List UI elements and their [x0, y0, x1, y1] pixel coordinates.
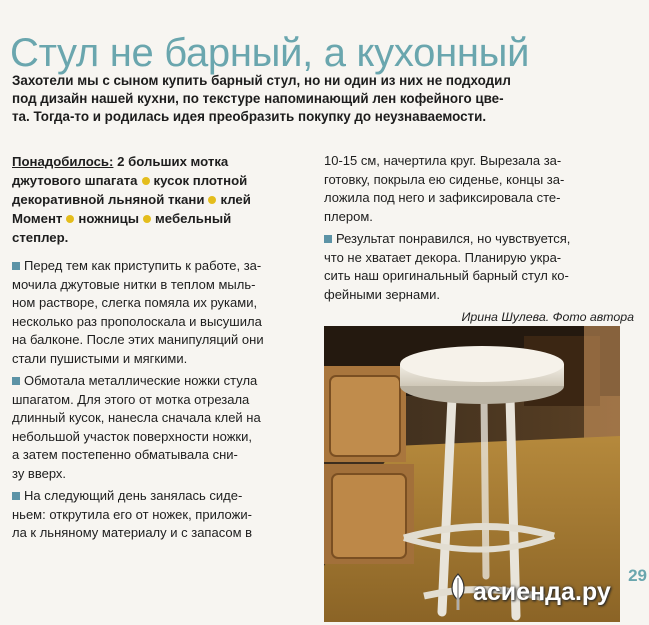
lead-line: Захотели мы с сыном купить барный стул, но ни один из них не подходил: [12, 73, 511, 88]
left-column: [12, 152, 312, 547]
text-line: 10-15 см, начертила круг. Вырезала за-: [324, 153, 562, 168]
materials-item: кусок плотной: [153, 173, 248, 188]
square-bullet-icon: [12, 377, 20, 385]
text-line: плером.: [324, 208, 373, 224]
text-line: что не хватает декора. Планирую укра-: [324, 249, 562, 265]
yellow-dot-icon: [143, 215, 151, 223]
text-line: на балконе. После этих манипуляций они: [12, 332, 264, 347]
text-line: шпагатом. Для этого от мотка отрезала: [12, 391, 250, 407]
materials-item: Момент: [12, 211, 63, 226]
text-line: Обмотала металлические ножки стула: [24, 373, 258, 388]
author-credit: Ирина Шулева. Фото автора: [461, 310, 634, 324]
paragraph-result: [324, 230, 642, 304]
text-line: ньем: открутила его от ножек, приложи-: [12, 506, 252, 522]
site-watermark: [447, 572, 611, 612]
materials-item: мебельный: [155, 211, 232, 226]
materials-item: клей: [220, 192, 251, 207]
materials-item: джутового шпагата: [12, 173, 138, 188]
text-line: ном растворе, слегка помяла их руками,: [12, 295, 258, 310]
article-headline: Стул не барный, а кухонный: [10, 30, 530, 75]
text-line: сить наш оригинальный барный стул ко-: [324, 268, 569, 283]
text-line: ла к льняному материалу и с запасом в: [12, 525, 253, 540]
paragraph-seat-continued: [324, 152, 642, 226]
text-line: Результат понравился, но чувствуется,: [336, 231, 571, 246]
leaf-logo-icon: [447, 572, 469, 612]
page-number: 29: [628, 566, 647, 585]
paragraph-seat: [12, 487, 312, 543]
text-line: стали пушистыми и мягкими.: [12, 350, 188, 366]
square-bullet-icon: [12, 492, 20, 500]
right-column: [324, 152, 642, 324]
materials-item: степлер.: [12, 230, 69, 245]
lead-line: под дизайн нашей кухни, по текстуре напоминающий лен кофейного цве-: [12, 91, 504, 106]
text-line: а затем постепенно обматывала сни-: [12, 447, 238, 462]
text-line: На следующий день занялась сиде-: [24, 488, 243, 503]
text-line: несколько раз прополоскала и высушила: [12, 313, 262, 329]
text-line: длинный кусок, нанесла сначала клей на: [12, 410, 261, 425]
text-line: готовку, покрыла ею сиденье, концы за-: [324, 171, 565, 187]
text-line: ложила под него и зафиксировала сте-: [324, 190, 561, 205]
text-line: небольшой участок поверхности ножки,: [12, 428, 252, 444]
paragraph-wrap-legs: [12, 372, 312, 483]
materials-item: 2 больших мотка: [117, 154, 229, 169]
text-line: зу вверх.: [12, 465, 67, 481]
yellow-dot-icon: [142, 177, 150, 185]
materials-item: декоративной льняной ткани: [12, 192, 205, 207]
text-line: мочила джутовые нитки в теплом мыль-: [12, 276, 256, 292]
lead-line: та. Тогда-то и родилась идея преобразить покупку до неузнаваемости.: [12, 109, 487, 124]
materials-label: Понадобилось:: [12, 154, 114, 169]
materials-list: [12, 152, 312, 247]
yellow-dot-icon: [208, 196, 216, 204]
square-bullet-icon: [12, 262, 20, 270]
text-line: фейными зернами.: [324, 286, 441, 302]
paragraph-soak: [12, 257, 312, 368]
yellow-dot-icon: [66, 215, 74, 223]
watermark-text: асиенда.ру: [473, 577, 611, 606]
text-line: Перед тем как приступить к работе, за-: [24, 258, 262, 273]
article-lead: [12, 72, 637, 126]
materials-item: ножницы: [78, 211, 140, 226]
square-bullet-icon: [324, 235, 332, 243]
